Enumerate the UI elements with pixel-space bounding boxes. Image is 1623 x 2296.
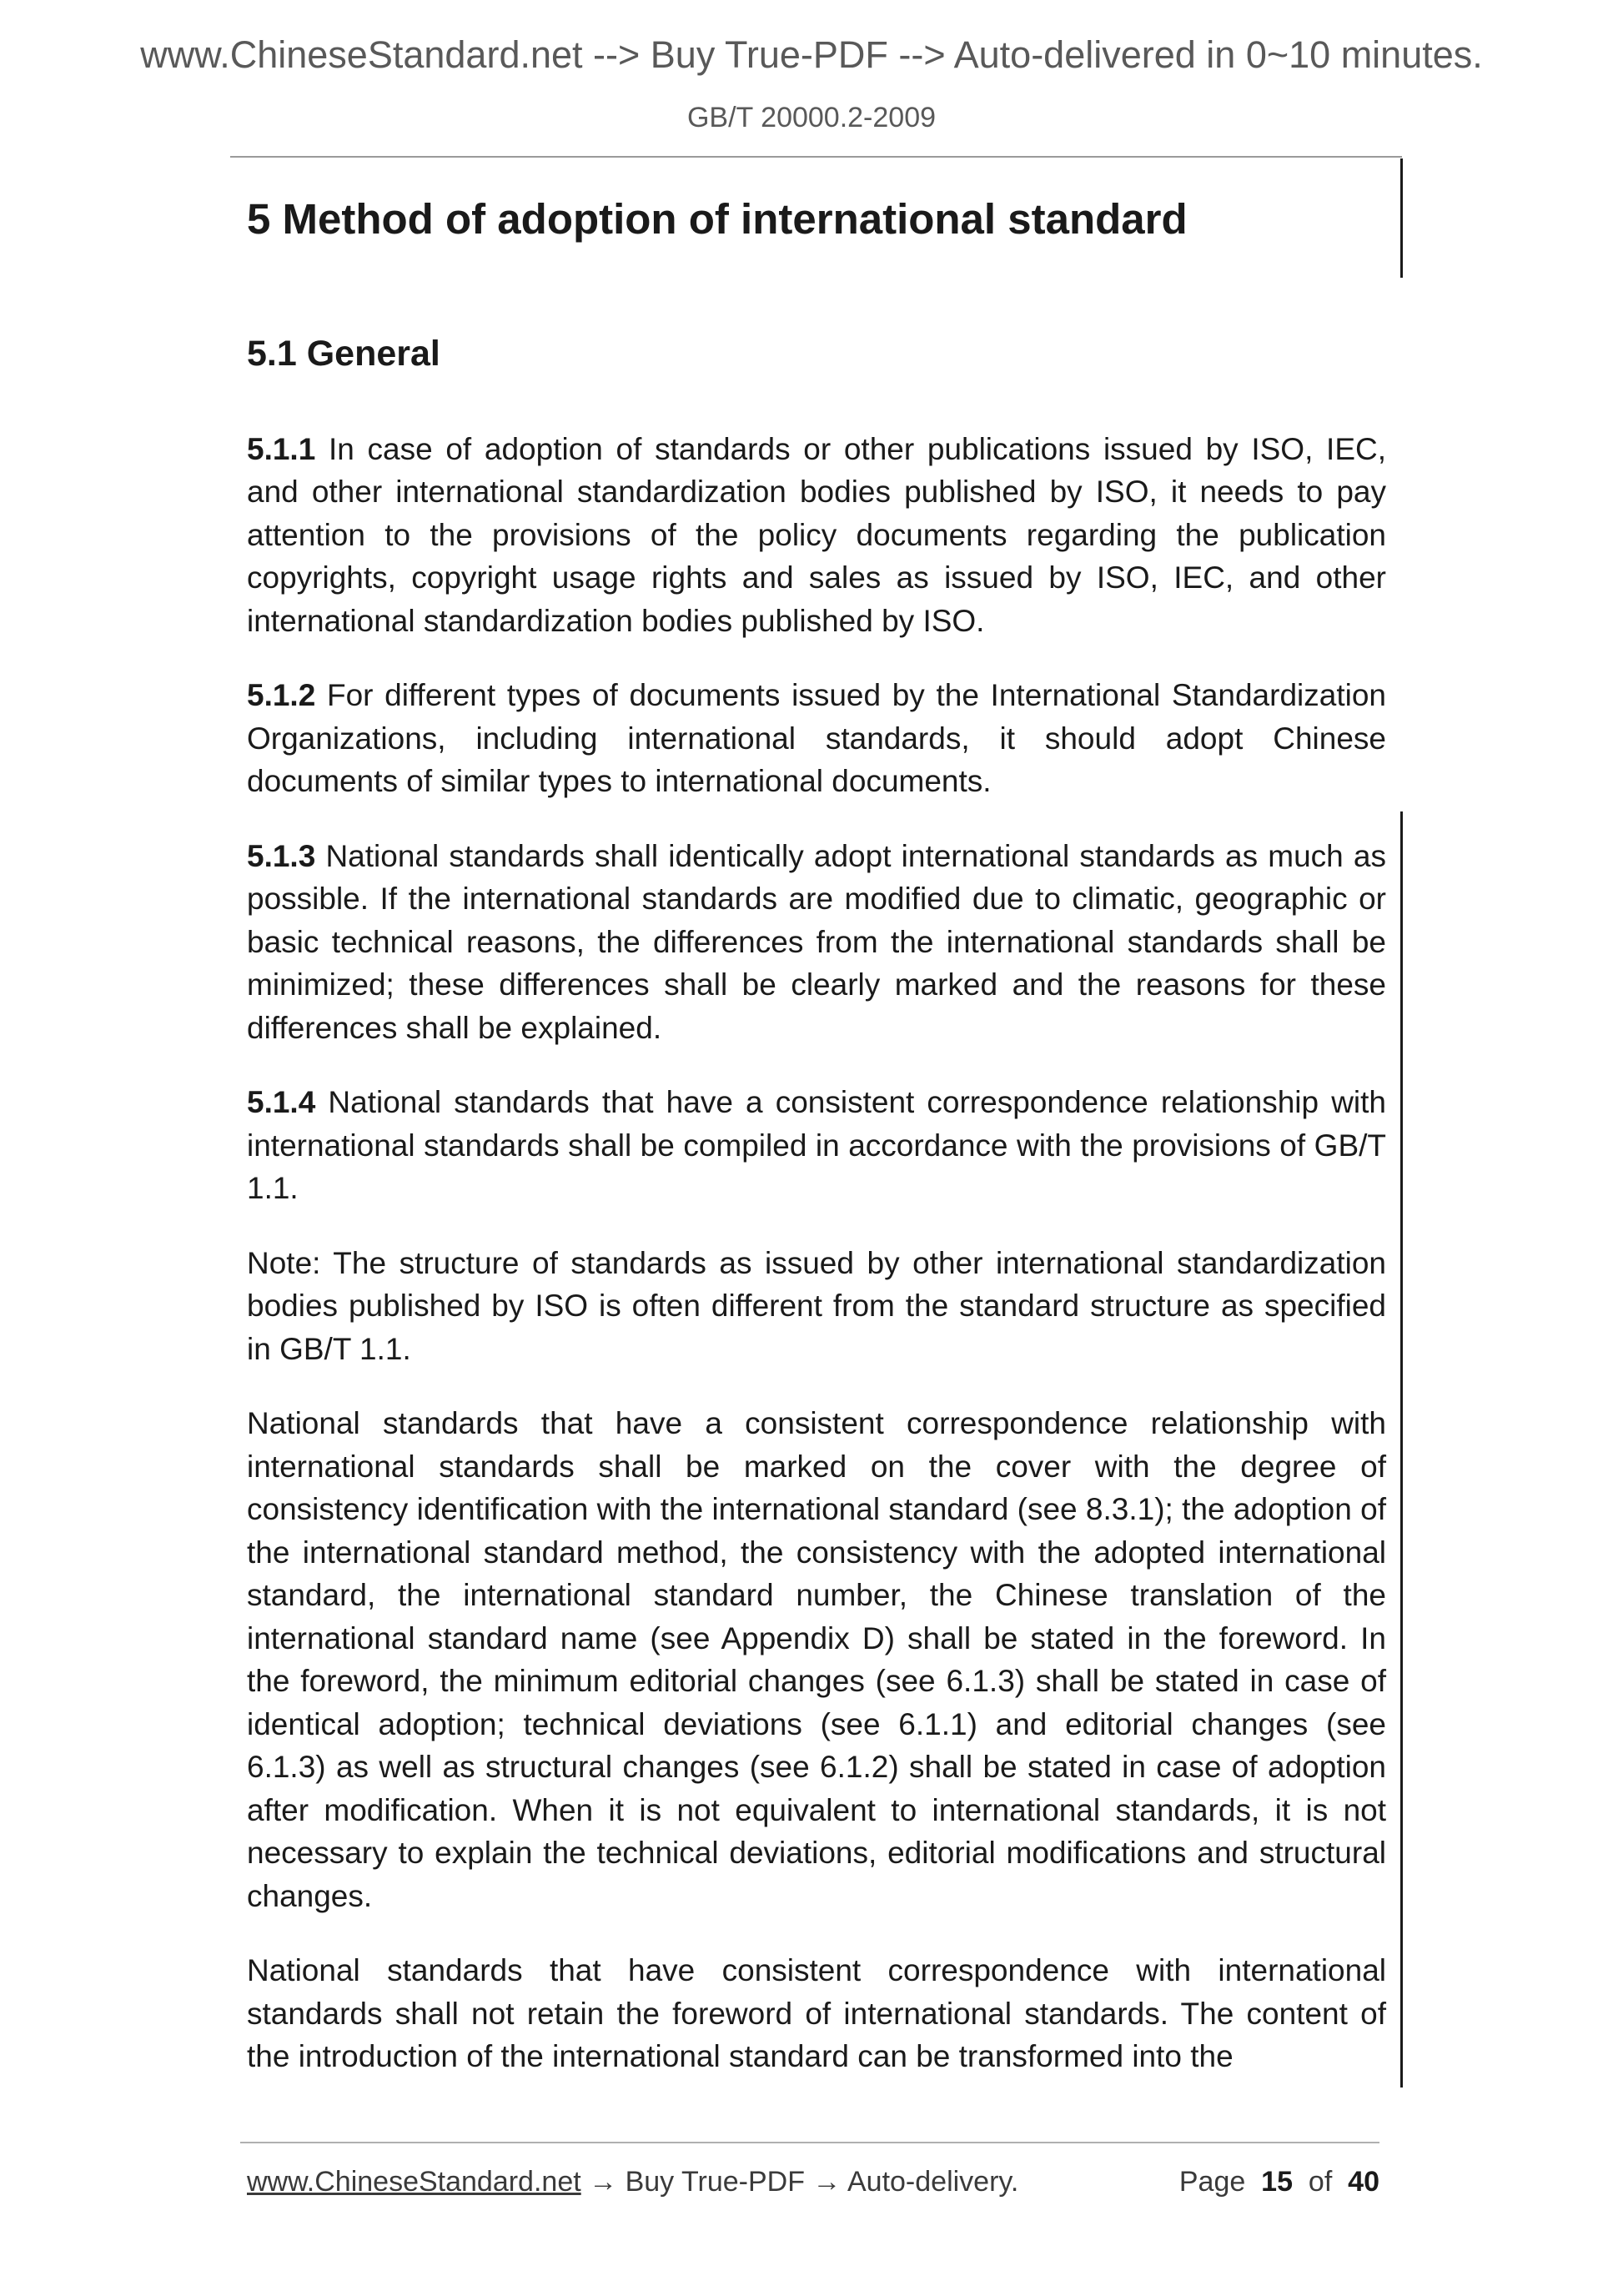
clause-text: In case of adoption of standards or other publications issued by ISO, IEC, and other international standardization bodies published by ISO, it needs to pay attention to the provisions of the policy documents regarding the publication copyrights, copyright usage rights and sales as issued by ISO, IEC, and other international standardization bodies published by ISO.: [247, 431, 1386, 638]
page-total: 40: [1348, 2166, 1379, 2198]
clause-text: For different types of documents issued by the International Standardization Organizations, including international standards, it should adopt Chinese documents of similar types to international documents.: [247, 678, 1386, 799]
site-link[interactable]: www.ChineseStandard.net: [247, 2166, 581, 2198]
page-label: Page: [1178, 2166, 1246, 2198]
header-divider: [230, 156, 1402, 158]
footer-tagline: → Buy True-PDF → Auto-delivery.: [580, 2166, 1019, 2198]
footer-left: [247, 2163, 1018, 2200]
clause-5-1-4: [247, 1081, 1386, 1210]
clause-5-1-2: [247, 674, 1386, 803]
clause-5-1-1: [247, 428, 1386, 643]
note-paragraph: Note: The structure of standards as issued by other international standardization bodies published by ISO is often different from the standard structure as specified in GB/T 1.1.: [247, 1245, 1386, 1366]
clause-text: National standards shall identically adopt international standards as much as possible. If the international standards are modified due to climatic, geographic or basic technical reasons, the differences from the international standards shall be minimized; these differences shall be clearly marked and the reasons for these differences shall be explained.: [247, 838, 1386, 1045]
section-title: 5 Method of adoption of international standard: [247, 195, 1188, 243]
body-paragraph: National standards that have a consistent correspondence relationship with international standards shall be marked on the cover with the degree of consistency identification with the international standard (see 8.3.1); the adoption of the international standard method, the consistency with the adopted international standard, the international standard number, the Chinese translation of the international standard name (see Appendix D) shall be stated in the foreword. In the foreword, the minimum editorial changes (see 6.1.3) shall be stated in case of identical adoption; technical deviations (see 6.1.1) and editorial changes (see 6.1.3) as well as structural changes (see 6.1.2) shall be stated in case of adoption after modification. When it is not equivalent to international standards, it is not necessary to explain the technical deviations, editorial modifications and structural changes.: [247, 1406, 1386, 1913]
clause-number: 5.1.2: [247, 678, 316, 713]
change-bar-main: [1400, 811, 1403, 2088]
subsection-title: 5.1 General: [247, 334, 440, 374]
page-of-label: of: [1308, 2166, 1333, 2198]
clause-text: National standards that have a consistent correspondence relationship with international standards shall be compiled in accordance with the provisions of GB/T 1.1.: [247, 1085, 1386, 1206]
top-banner: www.ChineseStandard.net --> Buy True-PDF --> Auto-delivered in 0~10 minutes.: [140, 33, 1483, 76]
page-content: [247, 193, 1386, 2110]
clause-5-1-3: [247, 835, 1386, 1050]
page-counter: [1179, 2163, 1379, 2200]
clause-number: 5.1.4: [247, 1085, 316, 1120]
clause-number: 5.1.1: [247, 431, 316, 466]
document-number: GB/T 20000.2-2009: [686, 102, 937, 133]
footer-divider: [240, 2142, 1379, 2143]
page-current: 15: [1261, 2166, 1293, 2198]
clause-number: 5.1.3: [247, 838, 316, 873]
change-bar-top: [1400, 158, 1403, 278]
body-paragraph: National standards that have consistent correspondence with international standards shall not retain the foreword of international standards. The content of the introduction of the international standard can be transformed into the: [247, 1953, 1386, 2074]
